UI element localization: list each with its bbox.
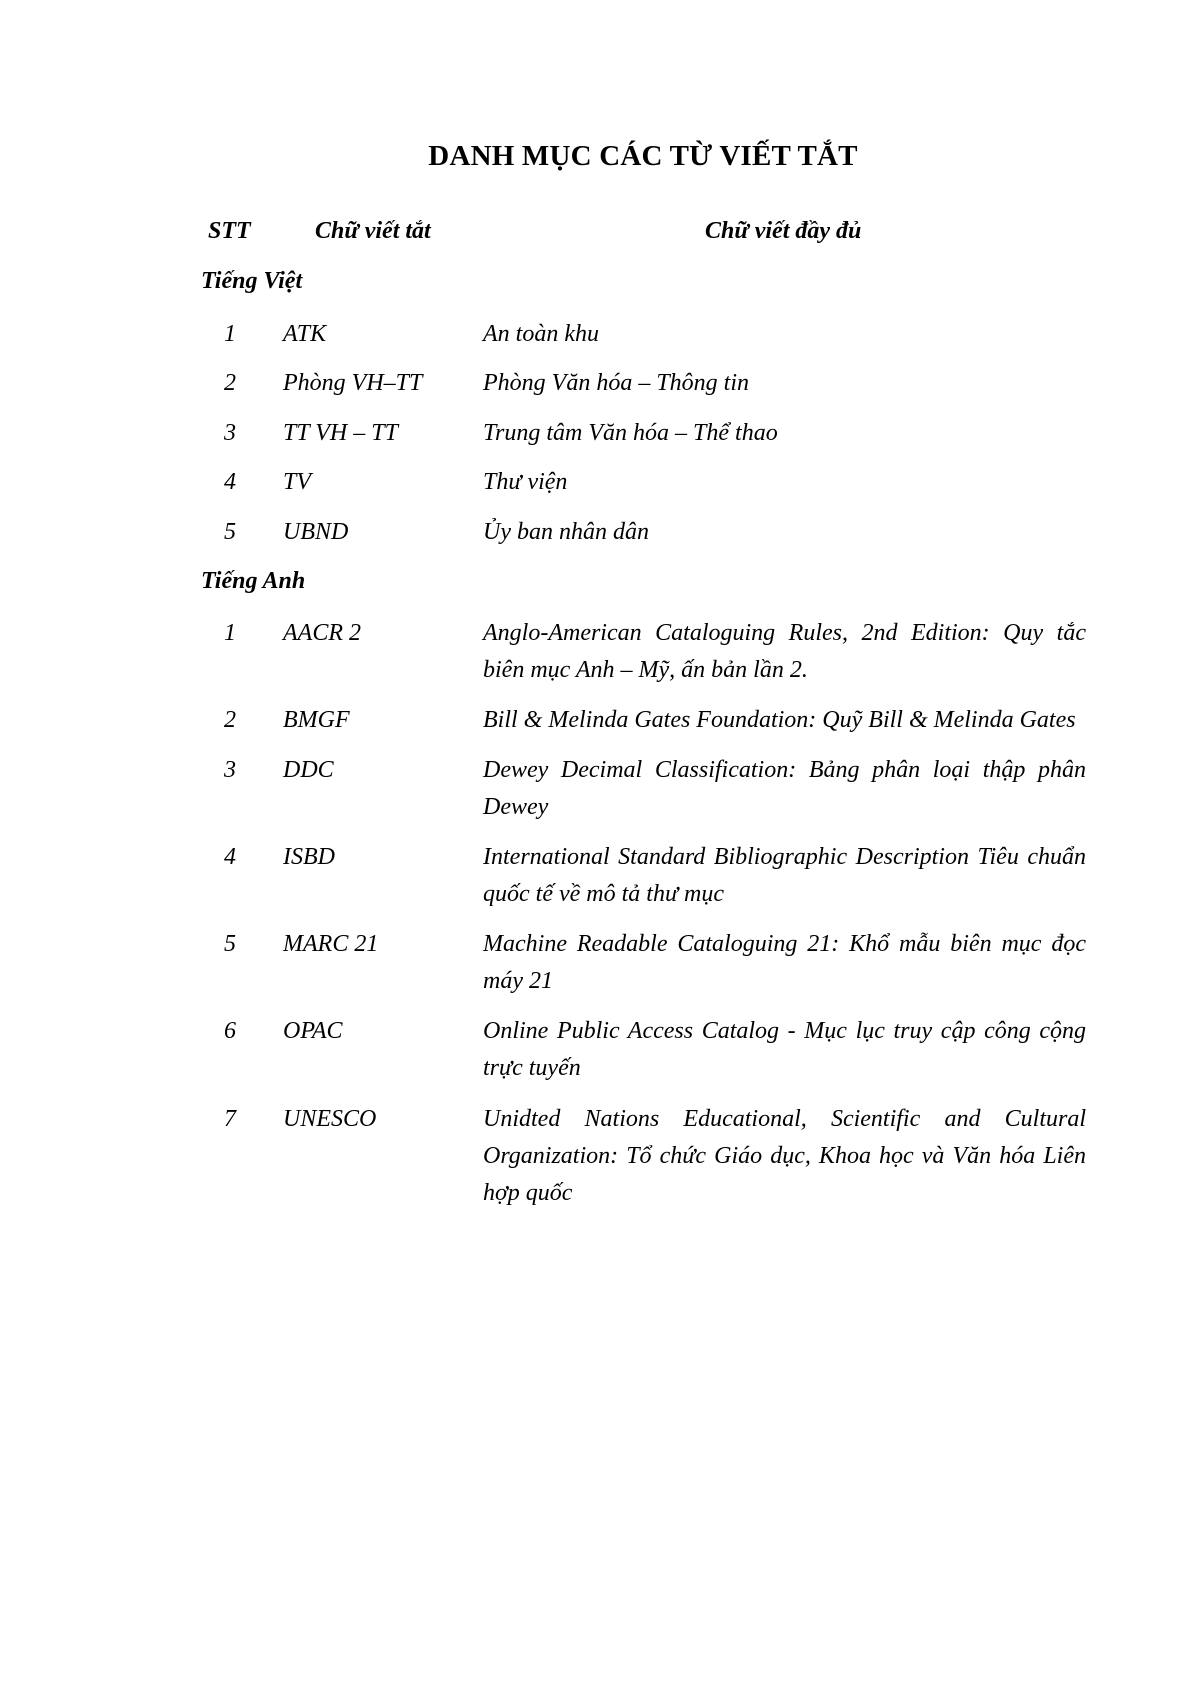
row-full-form: Anglo-American Cataloguing Rules, 2nd Edition: Quy tắc biên mục Anh – Mỹ, ấn bản lần 2. [483,620,1086,683]
row-full-form: Online Public Access Catalog - Mục lục truy cập công cộng trực tuyến [483,1018,1086,1081]
row-abbreviation: ATK [283,321,327,347]
row-abbreviation: UBND [283,519,349,545]
row-number: 1 [224,620,236,646]
row-full-form: Unidted Nations Educational, Scientific and Cultural Organization: Tổ chức Giáo dục, Khoa học và Văn hóa Liên hợp quốc [483,1106,1086,1206]
row-full-form: Ủy ban nhân dân [483,519,649,545]
row-number: 5 [224,519,236,545]
row-full-form: International Standard Bibliographic Description Tiêu chuẩn quốc tế về mô tả thư mục [483,844,1086,907]
row-abbreviation: TV [283,469,312,495]
row-number: 4 [224,844,236,870]
row-number: 3 [224,757,236,783]
column-header-abbreviation: Chữ viết tắt [315,218,431,244]
row-abbreviation: MARC 21 [283,931,379,957]
row-full-form: An toàn khu [483,321,599,347]
row-abbreviation: ISBD [283,844,335,870]
row-number: 2 [224,370,236,396]
page-title: DANH MỤC CÁC TỪ VIẾT TẮT [428,140,858,172]
section-heading-english: Tiếng Anh [201,568,306,594]
row-abbreviation: Phòng VH–TT [283,370,423,396]
row-number: 7 [224,1106,236,1132]
row-number: 2 [224,707,236,733]
row-abbreviation: DDC [283,757,334,783]
row-number: 1 [224,321,236,347]
row-number: 4 [224,469,236,495]
row-number: 5 [224,931,236,957]
column-header-stt: STT [208,218,251,244]
column-header-full-form: Chữ viết đầy đủ [705,218,862,244]
row-full-form: Dewey Decimal Classification: Bảng phân loại thập phân Dewey [483,757,1086,820]
row-full-form: Thư viện [483,469,568,495]
row-full-form: Phòng Văn hóa – Thông tin [483,370,750,396]
row-full-form: Machine Readable Cataloguing 21: Khổ mẫu biên mục đọc máy 21 [483,931,1086,994]
row-abbreviation: BMGF [283,707,350,733]
row-abbreviation: AACR 2 [283,620,361,646]
section-heading-vietnamese: Tiếng Việt [201,268,303,294]
row-abbreviation: UNESCO [283,1106,377,1132]
row-abbreviation: TT VH – TT [283,420,398,446]
row-full-form: Bill & Melinda Gates Foundation: Quỹ Bill & Melinda Gates [483,707,1076,733]
row-abbreviation: OPAC [283,1018,343,1044]
row-full-form: Trung tâm Văn hóa – Thể thao [483,420,778,446]
row-number: 6 [224,1018,236,1044]
row-number: 3 [224,420,236,446]
